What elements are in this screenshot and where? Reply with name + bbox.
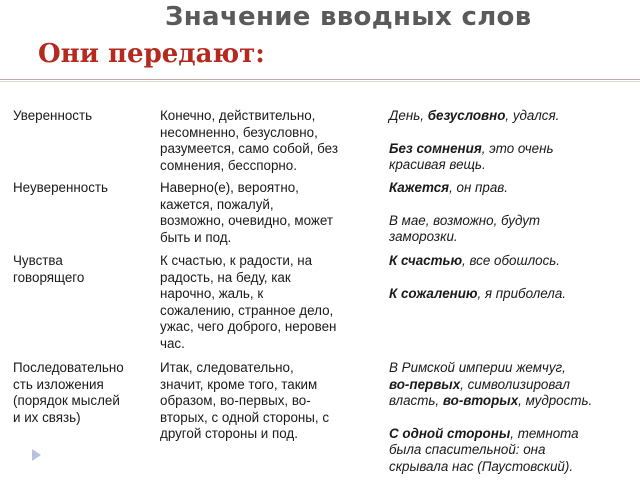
words-sequence: Итак, следовательно, значит, кроме того, таким образом, во-первых, во- вторых, с одной стороны, с другой стороны и под. <box>160 360 330 441</box>
examples-confidence <box>389 108 559 174</box>
title-divider-shadow <box>0 81 640 82</box>
examples-uncertainty <box>389 180 540 246</box>
category-uncertainty: Неуверенность <box>13 180 109 195</box>
example-line: власть, во-вторых, мудрость. <box>389 393 593 408</box>
title-divider <box>0 79 640 80</box>
example-line: С одной стороны, темнота <box>389 425 579 441</box>
example-line: скрывала нас (Паустовский). <box>389 458 574 474</box>
words-uncertainty: Наверно(е), вероятно, кажется, пожалуй, возможно, очевидно, может быть и под. <box>160 180 334 245</box>
slide-nav-arrow-icon[interactable] <box>32 449 41 461</box>
words-confidence: Конечно, действительно, несомненно, безусловно, разумеется, само собой, без сомнения, бесспорно. <box>160 108 338 173</box>
words-feelings: К счастью, к радости, на радость, на беду, как нарочно, жаль, к сожалению, странное дело, ужас, чего доброго, неровен час. <box>160 253 337 351</box>
example-line: красивая вещь. <box>389 157 486 172</box>
example-line: К сожалению, я приболела. <box>389 285 567 301</box>
example-line: Кажется, он прав. <box>389 180 509 195</box>
example-line: В мае, возможно, будут <box>389 212 541 228</box>
category-sequence: Последовательно сть изложения (порядок мыслей и их связь) <box>13 360 124 425</box>
example-line: заморозки. <box>389 229 458 244</box>
category-confidence: Уверенность <box>13 108 93 123</box>
example-line: К счастью, все обошлось. <box>389 253 561 268</box>
page-subtitle: Они передают: <box>38 39 265 69</box>
category-feelings: Чувства говорящего <box>13 253 85 285</box>
example-line: была спасительной: она <box>389 442 546 457</box>
examples-sequence <box>389 360 592 475</box>
page-title: Значение вводных слов <box>165 2 532 32</box>
example-line: Без сомнения, это очень <box>389 140 554 156</box>
example-line: День, безусловно, удался. <box>389 108 560 123</box>
example-line: во-первых, символизировал <box>389 376 570 392</box>
examples-feelings <box>389 253 566 302</box>
example-line: В Римской империи жемчуг, <box>389 360 566 375</box>
